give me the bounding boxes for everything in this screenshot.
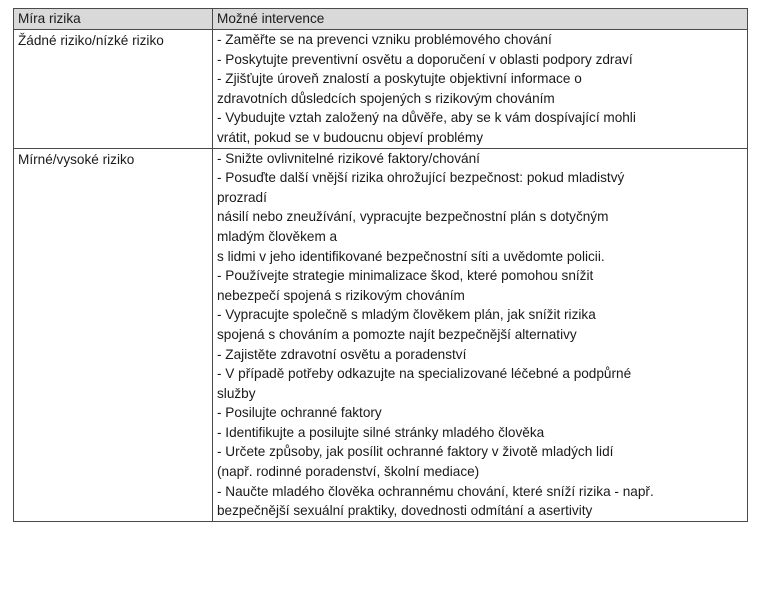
intervention-line: prozradí (217, 189, 267, 205)
intervention-line: nebezpečí spojená s rizikovým chováním (217, 287, 465, 303)
table-row-high-risk (14, 148, 748, 521)
header-risk-level: Míra rizika (14, 9, 213, 30)
risk-level-cell: Mírné/vysoké riziko (14, 148, 213, 521)
interventions-cell (213, 30, 748, 149)
intervention-line: - Zajistěte zdravotní osvětu a poradenství (217, 346, 467, 362)
intervention-line: - Vybudujte vztah založený na důvěře, aby se k vám dospívající mohli (217, 110, 636, 126)
intervention-line: mladým člověkem a (217, 228, 338, 244)
intervention-line: - Zjišťujte úroveň znalostí a poskytujte objektivní informace o (217, 71, 582, 87)
risk-interventions-table-wrapper (13, 8, 747, 522)
intervention-line: - V případě potřeby odkazujte na specializované léčebné a podpůrné (217, 366, 632, 382)
intervention-line: násilí nebo zneužívání, vypracujte bezpečnostní plán s dotyčným (217, 209, 609, 225)
intervention-line: bezpečnější sexuální praktiky, dovednosti odmítání a asertivity (217, 503, 593, 519)
table-header-row (14, 9, 748, 30)
intervention-line: - Identifikujte a posilujte silné stránky mladého člověka (217, 424, 545, 440)
intervention-line: - Zaměřte se na prevenci vzniku problémového chování (217, 32, 552, 47)
risk-level-cell: Žádné riziko/nízké riziko (14, 30, 213, 149)
intervention-line: - Posilujte ochranné faktory (217, 405, 382, 421)
intervention-line: - Určete způsoby, jak posílit ochranné faktory v životě mladých lidí (217, 444, 614, 460)
table-row-low-risk (14, 30, 748, 149)
intervention-line: - Poskytujte preventivní osvětu a doporučení v oblasti podpory zdraví (217, 51, 633, 67)
intervention-line: - Používejte strategie minimalizace škod, které pomohou snížit (217, 268, 594, 284)
risk-interventions-table (13, 8, 748, 522)
intervention-line: s lidmi v jeho identifikované bezpečnostní síti a uvědomte policii. (217, 248, 605, 264)
intervention-line: - Posuďte další vnější rizika ohrožující bezpečnost: pokud mladistvý (217, 170, 625, 186)
intervention-line: - Vypracujte společně s mladým člověkem plán, jak snížit rizika (217, 307, 596, 323)
intervention-line: - Naučte mladého člověka ochrannému chování, které sníží rizika - např. (217, 483, 654, 499)
intervention-line: - Snižte ovlivnitelné rizikové faktory/chování (217, 150, 480, 166)
intervention-line: spojená s chováním a pomozte najít bezpečnější alternativy (217, 326, 577, 342)
header-possible-interventions: Možné intervence (213, 9, 748, 30)
intervention-line: služby (217, 385, 256, 401)
intervention-line: (např. rodinné poradenství, školní mediace) (217, 464, 480, 480)
intervention-line: vrátit, pokud se v budoucnu objeví problémy (217, 129, 483, 145)
intervention-line: zdravotních důsledcích spojených s rizikovým chováním (217, 90, 555, 106)
interventions-cell (213, 148, 748, 521)
